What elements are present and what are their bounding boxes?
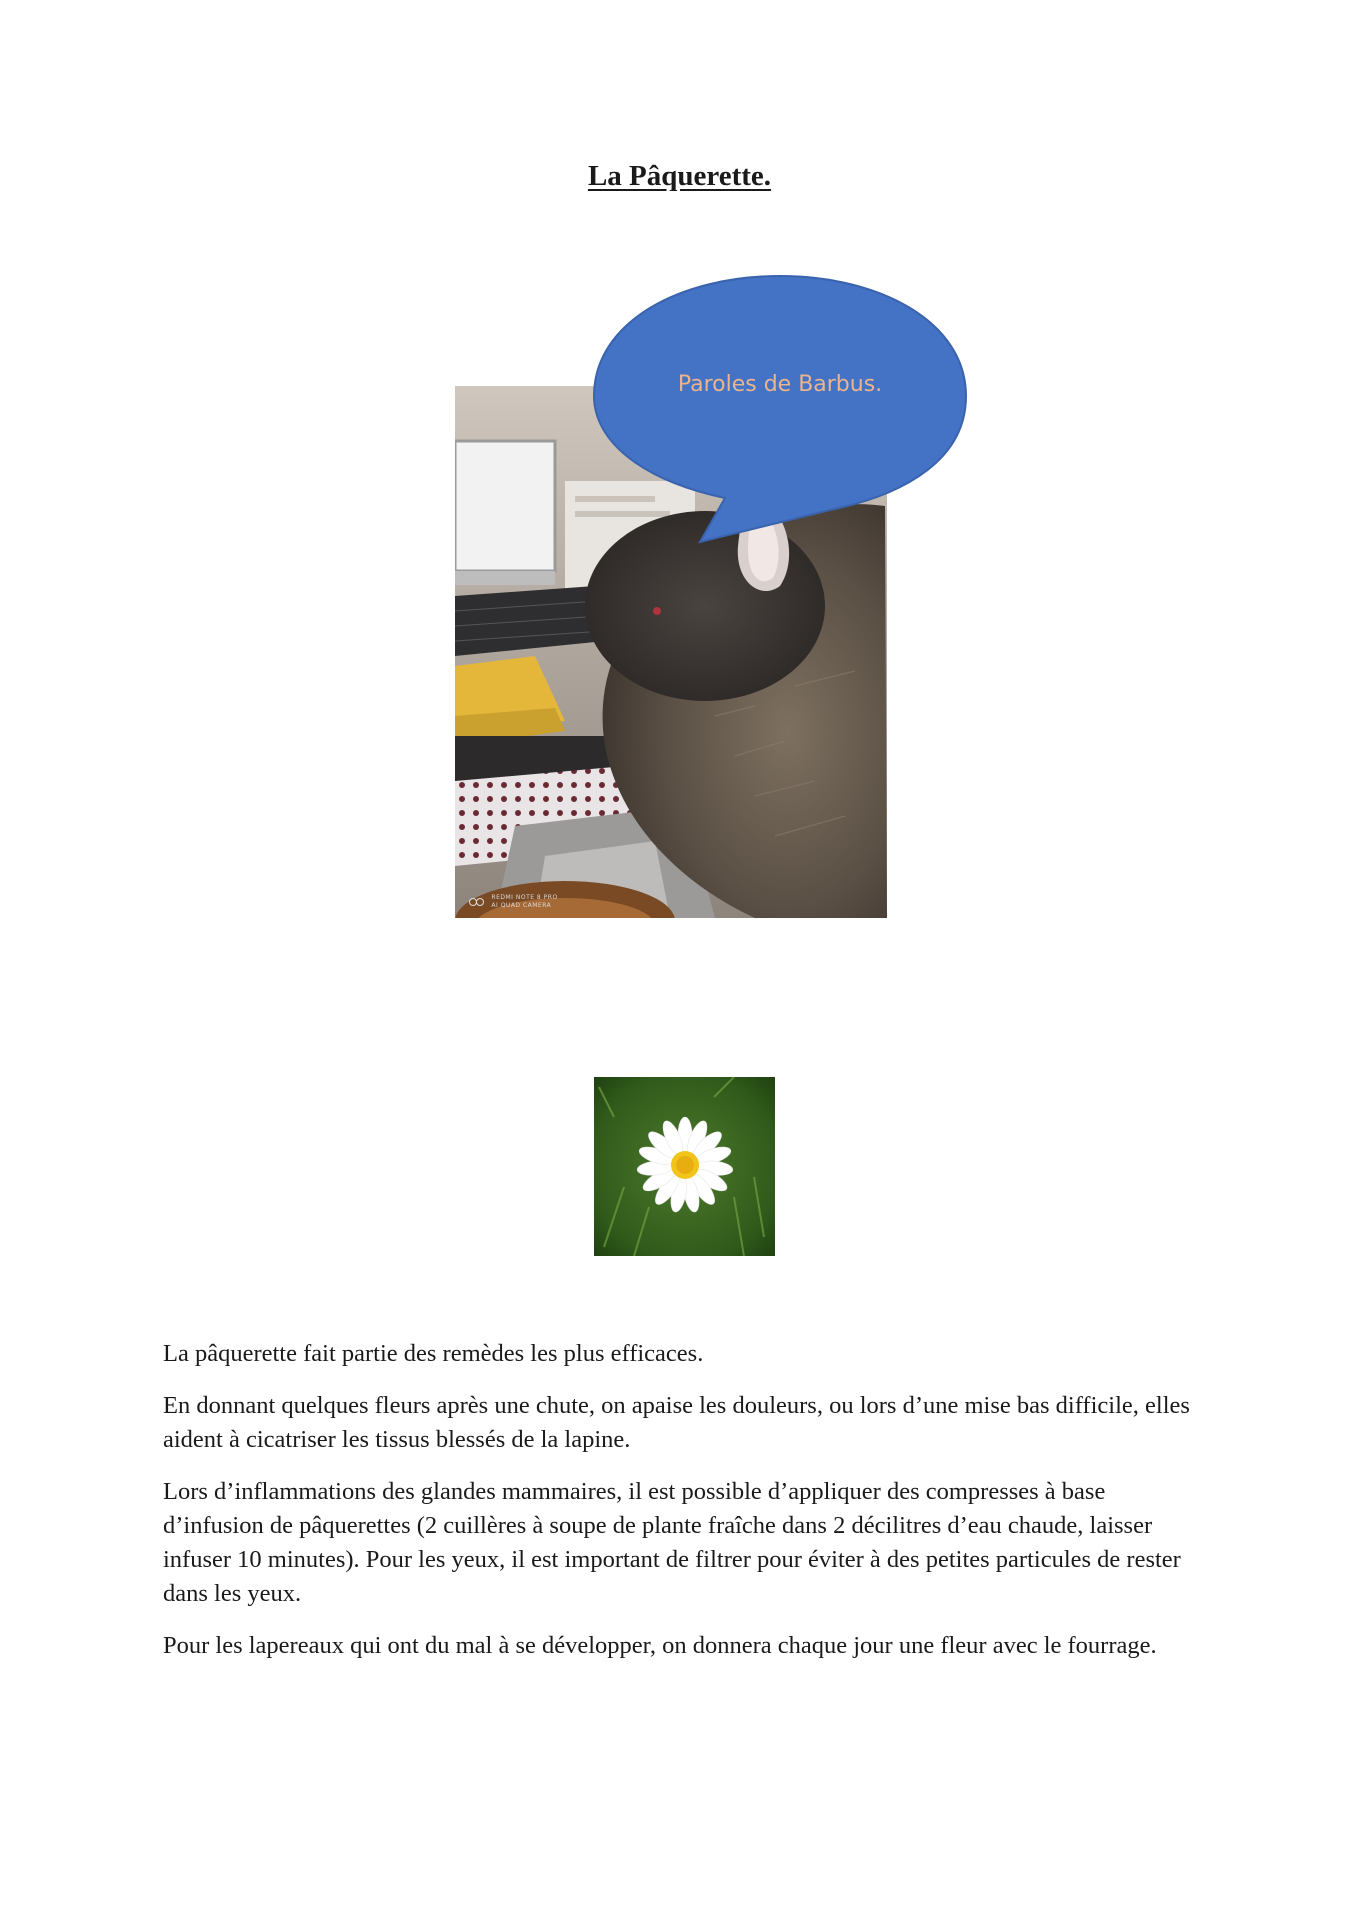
camera-watermark [469,894,558,910]
paragraph-2: En donnant quelques fleurs après une chute, on apaise les douleurs, ou lors d’une mise bas difficile, elles aident à cicatriser les tissus blessés de la lapine. [163,1392,1190,1453]
paragraph-3: Lors d’inflammations des glandes mammaires, il est possible d’appliquer des compresses à base d’infusion de pâquerettes (2 cuillères à soupe de plante fraîche dans 2 décilitres d’eau chaude, laisser infuser 10 minutes). Pour les yeux, il est important de filtrer pour éviter à des petites particules de rester dans les yeux. [163,1478,1181,1607]
body-text [163,1337,1203,1681]
watermark-line-2: AI QUAD CAMERA [491,902,552,909]
watermark-line-1: REDMI NOTE 8 PRO [491,894,558,901]
paragraph-4: Pour les lapereaux qui ont du mal à se développer, on donnera chaque jour une fleur avec le fourrage. [163,1632,1157,1659]
speech-bubble [590,272,970,544]
camera-icon [469,897,485,907]
page-title: La Pâquerette. [587,160,772,192]
bubble-text: Paroles de Barbus. [677,372,883,397]
daisy-photo [594,1077,775,1256]
paragraph-1: La pâquerette fait partie des remèdes les plus efficaces. [163,1340,704,1367]
